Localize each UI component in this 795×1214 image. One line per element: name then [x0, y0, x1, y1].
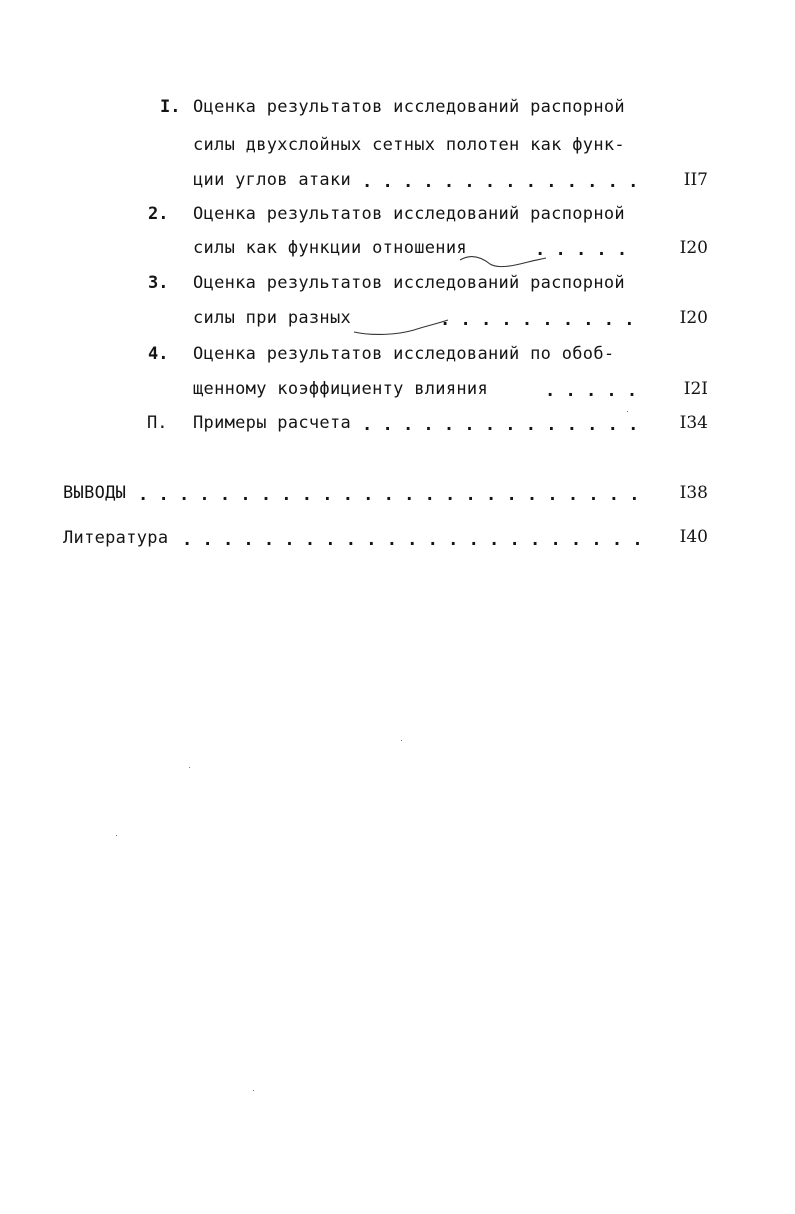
toc-entry-line: силы двухслойных сетных полотен как функ- — [193, 135, 625, 155]
toc-page-number: I20 — [679, 238, 708, 258]
toc-page-number: I2I — [683, 379, 708, 399]
toc-entry-line: Оценка результатов исследований распорной — [193, 204, 625, 224]
toc-entry-line: ции углов атаки — [193, 170, 352, 190]
toc-entry-number: 3. — [148, 273, 169, 293]
scan-speck — [253, 1090, 254, 1091]
toc-entry-number: П. — [147, 413, 168, 433]
scan-speck — [627, 411, 628, 412]
toc-page-number: I38 — [679, 483, 708, 503]
toc-page-number: I34 — [679, 413, 708, 433]
scan-speck — [116, 835, 117, 836]
toc-entry-line: силы при разных — [193, 308, 352, 328]
toc-section-title: Литература — [63, 528, 169, 548]
dot-leader — [362, 415, 640, 435]
toc-entry-number: I. — [160, 97, 181, 117]
toc-page-number: I40 — [679, 527, 708, 547]
toc-entry-line: Оценка результатов исследований по обоб- — [193, 344, 615, 364]
dot-leader — [362, 172, 640, 192]
toc-entry-line: Оценка результатов исследований распорной — [193, 273, 625, 293]
handwritten-mark — [458, 254, 548, 274]
dot-leader — [138, 485, 640, 505]
dot-leader — [535, 240, 640, 260]
scan-speck — [189, 767, 190, 768]
toc-entry-line: Примеры расчета — [193, 413, 352, 433]
toc-entry-number: 4. — [148, 344, 169, 364]
toc-entry-number: 2. — [148, 204, 169, 224]
toc-entry-line: силы как функции отношения — [193, 238, 467, 258]
dot-leader — [545, 381, 640, 401]
toc-page-number: II7 — [683, 170, 708, 190]
toc-page-number: I20 — [679, 308, 708, 328]
dot-leader — [182, 530, 640, 550]
toc-section-title: ВЫВОДЫ — [63, 483, 127, 503]
dot-leader — [440, 310, 640, 330]
handwritten-mark — [352, 318, 452, 340]
toc-entry-line: щенному коэффициенту влияния — [193, 379, 488, 399]
toc-entry-line: Оценка результатов исследований распорной — [193, 97, 625, 117]
scan-speck — [401, 740, 402, 741]
